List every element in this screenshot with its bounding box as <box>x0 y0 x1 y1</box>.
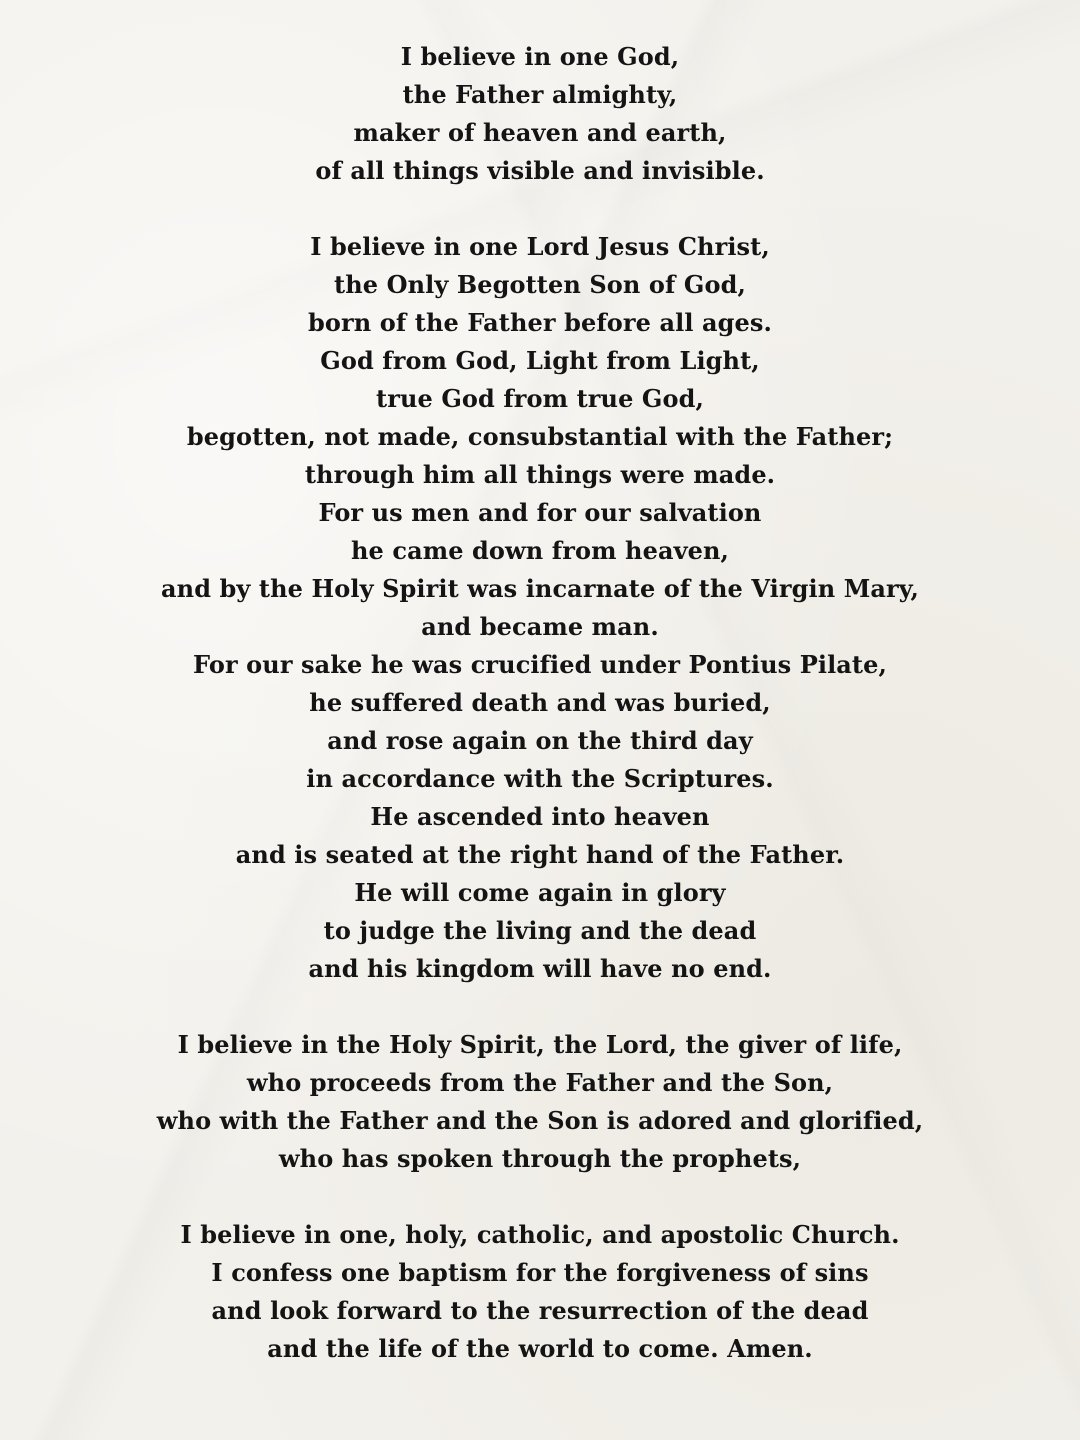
creed-line: through him all things were made. <box>304 460 776 489</box>
creed-line: the Only Begotten Son of God, <box>334 270 746 299</box>
creed-line: For our sake he was crucified under Pontius Pilate, <box>193 650 887 679</box>
creed-line: and the life of the world to come. Amen. <box>267 1334 813 1363</box>
creed-line: and his kingdom will have no end. <box>308 954 772 983</box>
creed-line: He ascended into heaven <box>370 802 710 831</box>
stanza-church <box>0 1216 1080 1368</box>
creed-line: who proceeds from the Father and the Son, <box>246 1068 834 1097</box>
creed-line: he suffered death and was buried, <box>309 688 771 717</box>
creed-line: and became man. <box>421 612 659 641</box>
creed-line: and look forward to the resurrection of the dead <box>211 1296 869 1325</box>
creed-line: I confess one baptism for the forgiveness of sins <box>211 1258 869 1287</box>
creed-line: he came down from heaven, <box>350 536 730 565</box>
stanza-holy-spirit <box>0 1026 1080 1178</box>
creed-line: who has spoken through the prophets, <box>278 1144 802 1173</box>
creed-text <box>0 38 1080 1406</box>
creed-line: and rose again on the third day <box>327 726 753 755</box>
creed-line: I believe in the Holy Spirit, the Lord, the giver of life, <box>177 1030 903 1059</box>
creed-line: I believe in one God, <box>400 42 680 71</box>
creed-line: true God from true God, <box>376 384 704 413</box>
creed-line: born of the Father before all ages. <box>308 308 772 337</box>
creed-line: and is seated at the right hand of the Father. <box>235 840 845 869</box>
creed-line: I believe in one Lord Jesus Christ, <box>310 232 770 261</box>
stanza-jesus-christ <box>0 228 1080 988</box>
creed-line: God from God, Light from Light, <box>320 346 760 375</box>
creed-line: in accordance with the Scriptures. <box>306 764 774 793</box>
creed-line: of all things visible and invisible. <box>315 156 765 185</box>
creed-line: to judge the living and the dead <box>323 916 757 945</box>
creed-line: begotten, not made, consubstantial with the Father; <box>186 422 894 451</box>
creed-line: I believe in one, holy, catholic, and apostolic Church. <box>180 1220 900 1249</box>
creed-line: He will come again in glory <box>354 878 726 907</box>
creed-line: who with the Father and the Son is adored and glorified, <box>156 1106 924 1135</box>
creed-line: and by the Holy Spirit was incarnate of the Virgin Mary, <box>161 574 919 603</box>
creed-line: For us men and for our salvation <box>318 498 762 527</box>
creed-line: the Father almighty, <box>402 80 678 109</box>
stanza-god-the-father <box>0 38 1080 190</box>
creed-line: maker of heaven and earth, <box>353 118 727 147</box>
